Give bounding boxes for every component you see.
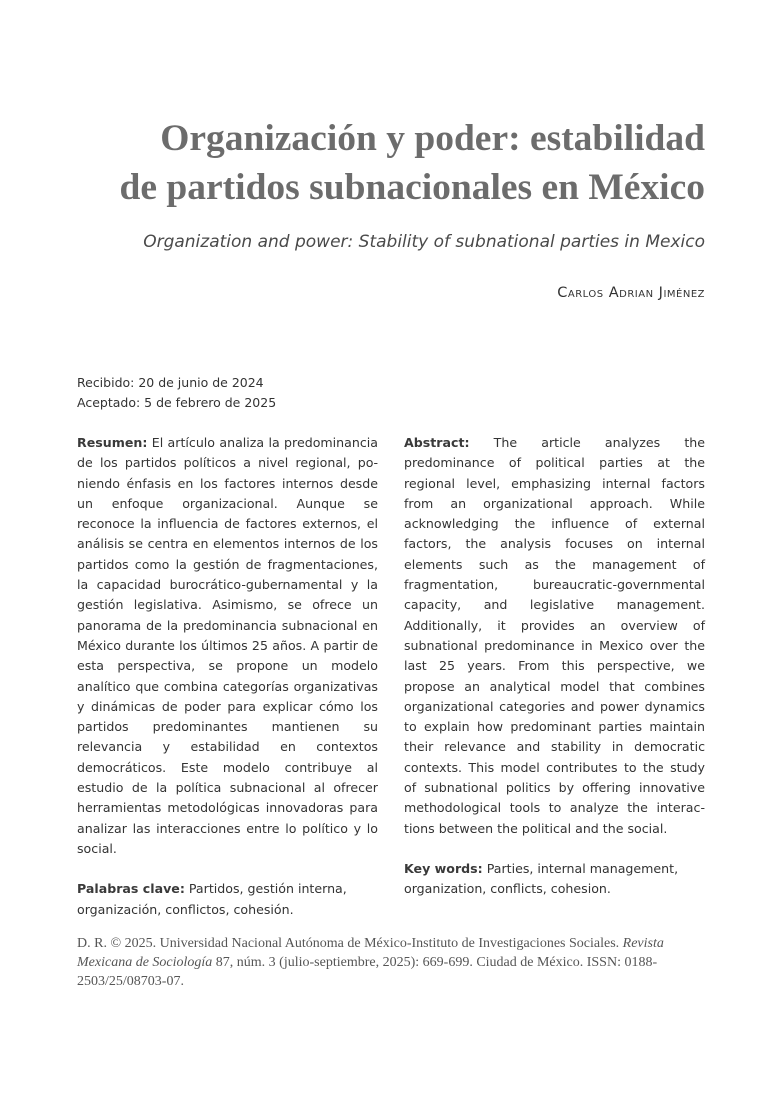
submission-dates: [77, 373, 276, 413]
key-words-label: Key words:: [404, 860, 483, 876]
footer-journal-name: Revista Mexicana de Sociología: [77, 936, 664, 970]
received-date: Recibido: 20 de junio de 2024: [77, 375, 264, 390]
footer-copyright: D. R. © 2025. Universidad Nacional Autónoma de México-Instituto de Investigaciones Sociales.: [77, 936, 623, 951]
resumen-label: Resumen:: [77, 435, 148, 450]
footer-citation: 87, núm. 3 (julio-septiembre, 2025): 669-699. Ciudad de México. ISSN: 0188-2503/25/08703-07.: [77, 955, 658, 989]
spanish-abstract-column: [77, 433, 378, 920]
palabras-clave-text: Partidos, gestión interna, organización, conflictos, cohesión.: [77, 881, 347, 917]
author-name: Carlos Adrian Jiménez: [557, 285, 705, 301]
palabras-clave-paragraph: [77, 879, 378, 920]
accepted-date: Aceptado: 5 de febrero de 2025: [77, 395, 277, 410]
abstract-paragraph: [404, 433, 705, 839]
resumen-paragraph: [77, 433, 378, 859]
key-words-text: Parties, internal management, organization, conflicts, cohesion.: [404, 860, 679, 897]
copyright-footer: [77, 934, 705, 991]
palabras-clave-label: Palabras clave:: [77, 881, 185, 897]
english-title: Organization and power: Stability of subnational parties in Mexico: [143, 232, 705, 252]
abstract-label: Abstract:: [404, 435, 470, 450]
key-words-paragraph: [404, 859, 705, 900]
article-title: [65, 114, 705, 212]
abstract-text: The article analyzes the predominance of political parties at the regional level, emphasizing internal factors from an organizational approach. While acknowledging the influence of external factors, the analysis focuses on internal elements such as the management of fragmentation, bureaucratic-governmental capacity, and legislative management. Additionally, it provides an overview of subnational predominance in Mexico over the last 25 years. From this perspective, we propose an analytical model that combines organizational categories and power dynamics to explain how predominant parties maintain their relevance and stability in democratic contexts. This model contributes to the study of subnational politics by offering innovative methodological tools to analyze the interactions between the political and the social.: [404, 435, 705, 836]
resumen-text: El artículo analiza la predominancia de los partidos políticos a nivel regional, poniendo énfasis en los factores internos desde un enfoque organizacional. Aunque se reconoce la influencia de factores externos, el análisis se centra en elementos internos de los partidos como la gestión de fragmentaciones, la capacidad burocrático-gubernamental y la gestión legislativa. Asimismo, se ofrece un panorama de la predominancia subnacional en México durante los últimos 25 años. A partir de esta perspectiva, se propone un modelo analítico que combina categorías organizativas y dinámicas de poder para explicar cómo los partidos predominantes mantienen su relevancia y estabilidad en contextos democráticos. Este modelo contribuye al estudio de la política subnacional al ofrecer herramientas metodológicas innovadoras para analizar las interacciones entre lo político y lo social.: [77, 435, 378, 856]
english-abstract-column: [404, 433, 705, 900]
title-line-1: Organización y poder: estabilidad: [160, 118, 705, 159]
title-line-2: de partidos subnacionales en México: [119, 167, 705, 208]
